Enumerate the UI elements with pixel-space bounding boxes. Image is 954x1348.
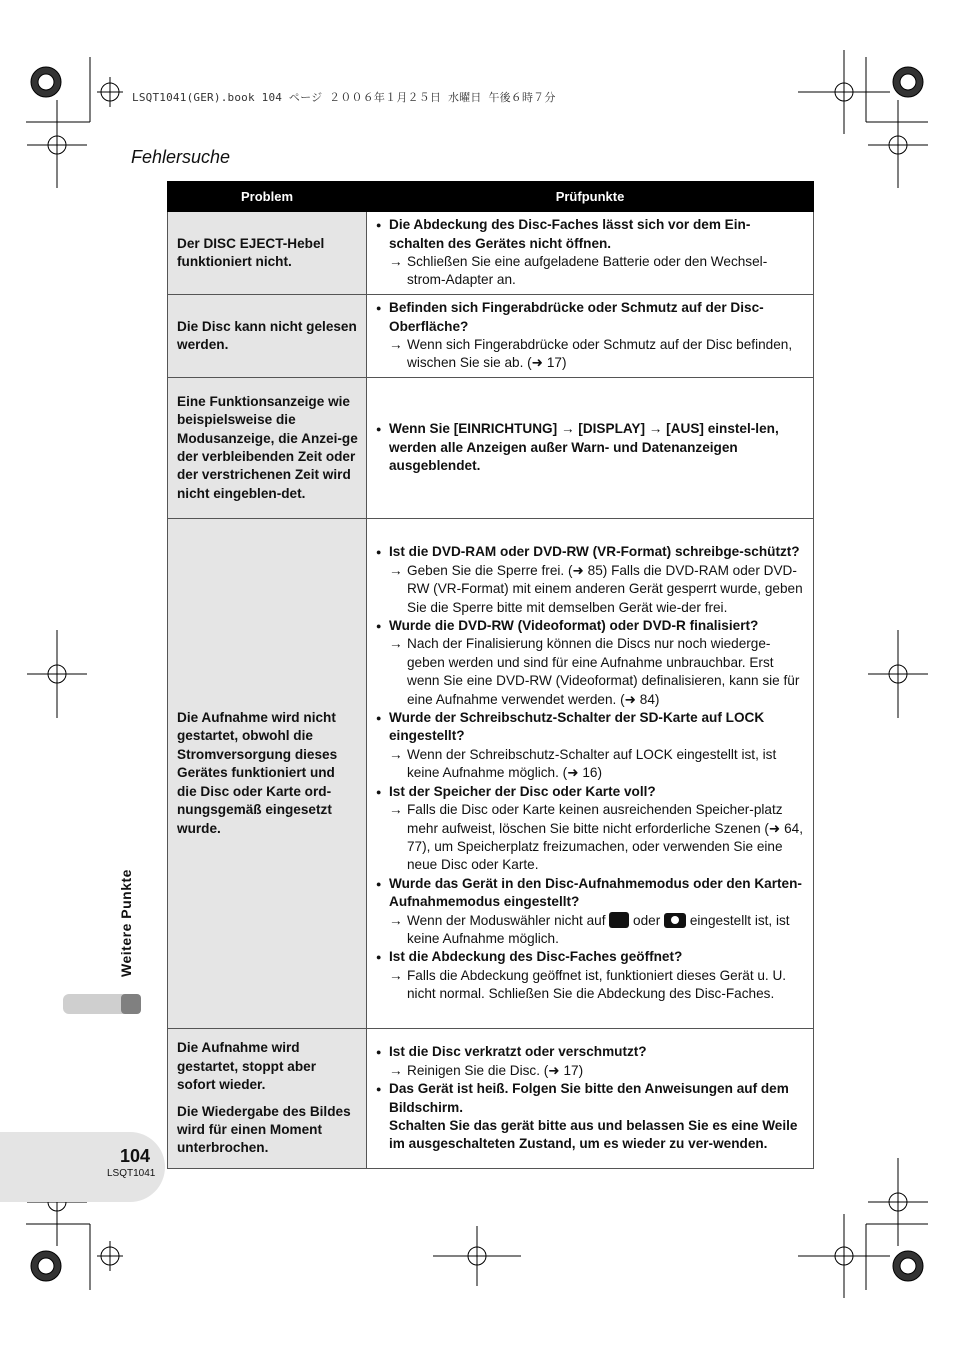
answer-text-post: eingestellt ist, ist keine Aufnahme möglich. xyxy=(407,912,790,946)
check-answer: → Nach der Finalisierung können die Discs nur noch wiederge-geben werden und sind für eine Aufnahme unbrauchbar. Erst wenn Sie eine DVD-RW (Videoformat) definalisieren, kann sie für eine Aufnahme verwendet werden. (➜ 84) xyxy=(376,635,805,709)
checks-cell xyxy=(367,295,814,378)
troubleshooting-table xyxy=(167,181,814,1169)
table-row xyxy=(168,1029,814,1169)
problem-text: Die Aufnahme wird gestartet, stoppt aber sofort wieder. xyxy=(177,1040,316,1093)
problem-text: Eine Funktionsanzeige wie beispielsweise die Modusanzeige, die Anzei-ge der verbleibenden Zeit oder der verstrichenen Zeit wird nicht eingeblen-det. xyxy=(177,393,358,501)
check-question: ● Wurde das Gerät in den Disc-Aufnahmemodus oder den Karten-Aufnahmemodus eingestellt? xyxy=(376,875,805,912)
table-row xyxy=(168,212,814,295)
answer-text-mid: oder xyxy=(633,912,661,928)
check-answer: → Schließen Sie eine aufgeladene Batterie oder den Wechsel-strom-Adapter an. xyxy=(376,253,805,290)
check-answer: → Reinigen Sie die Disc. (➜ 17) xyxy=(376,1062,805,1080)
checks-cell xyxy=(367,519,814,1029)
check-note: Schalten Sie das gerät bitte aus und belassen Sie es eine Weile im ausgeschalteten Zustand, um es wieder zu ver-wenden. xyxy=(389,1117,798,1152)
check-answer: → Geben Sie die Sperre frei. (➜ 85) Falls die DVD-RAM oder DVD-RW (VR-Format) mit einem anderen Gerät gesperrt wurde, geben Sie die Sperre bitte mit demselben Gerät wie-der frei. xyxy=(376,562,805,617)
problem-text: Die Aufnahme wird nicht gestartet, obwohl die Stromversorgung dieses Gerätes funktioniert und die Disc oder Karte ord-nungsgemäß eingesetzt wurde. xyxy=(177,710,338,836)
problem-cell xyxy=(168,1029,367,1169)
photo-camera-icon xyxy=(664,913,686,928)
check-question: ● Die Abdeckung des Disc-Faches lässt sich vor dem Ein-schalten des Gerätes nicht öffnen. xyxy=(376,216,805,253)
check-question: ● Ist die Abdeckung des Disc-Faches geöffnet? xyxy=(376,948,805,966)
column-header-problem: Problem xyxy=(168,182,367,212)
check-answer: → Wenn der Schreibschutz-Schalter auf LOCK eingestellt ist, ist keine Aufnahme möglich. (➜ 16) xyxy=(376,746,805,783)
page-number: 104 xyxy=(120,1146,151,1166)
check-question: ● Ist die Disc verkratzt oder verschmutzt? xyxy=(376,1043,805,1061)
file-header: LSQT1041(GER).book 104 ページ ２００６年１月２５日 水曜日 午後６時７分 xyxy=(132,91,556,104)
check-question: ● Wenn Sie [EINRICHTUNG] → [DISPLAY] → [AUS] einstel-len, werden alle Anzeigen außer Warn- und Datenanzeigen ausgeblendet. xyxy=(376,420,805,475)
document-code: LSQT1041 xyxy=(107,1168,156,1179)
problem-text: Die Wiedergabe des Bildes wird für einen Moment unterbrochen. xyxy=(177,1103,351,1156)
side-tab-marker xyxy=(121,994,141,1014)
problem-cell xyxy=(168,212,367,295)
table-row xyxy=(168,295,814,378)
video-camera-icon xyxy=(609,912,629,928)
checks-cell xyxy=(367,212,814,295)
check-question: ● Ist der Speicher der Disc oder Karte voll? xyxy=(376,783,805,801)
check-question: ● Befinden sich Fingerabdrücke oder Schmutz auf der Disc-Oberfläche? xyxy=(376,299,805,336)
problem-cell xyxy=(168,378,367,519)
check-answer: → Wenn sich Fingerabdrücke oder Schmutz auf der Disc befinden, wischen Sie sie ab. (➜ 17) xyxy=(376,336,805,373)
table-row xyxy=(168,519,814,1029)
section-title: Fehlersuche xyxy=(131,147,231,167)
check-answer xyxy=(376,912,805,949)
check-answer: → Falls die Abdeckung geöffnet ist, funktioniert dieses Gerät u. U. nicht normal. Schließen Sie die Abdeckung des Disc-Faches. xyxy=(376,967,805,1004)
answer-text-pre: Wenn der Moduswähler nicht auf xyxy=(407,912,606,928)
check-question: ● Das Gerät ist heiß. Folgen Sie bitte den Anweisungen auf dem Bildschirm. xyxy=(376,1080,805,1117)
checks-cell xyxy=(367,378,814,519)
problem-text: Die Disc kann nicht gelesen werden. xyxy=(177,318,357,352)
checks-cell xyxy=(367,1029,814,1169)
check-question: ● Wurde der Schreibschutz-Schalter der SD-Karte auf LOCK eingestellt? xyxy=(376,709,805,746)
problem-text: Der DISC EJECT-Hebel funktioniert nicht. xyxy=(177,235,325,269)
check-question: ● Wurde die DVD-RW (Videoformat) oder DVD-R finalisiert? xyxy=(376,617,805,635)
check-answer: → Falls die Disc oder Karte keinen ausreichenden Speicher-platz mehr aufweist, löschen Sie bitte nicht erforderliche Szenen (➜ 64, 77), um Speicherplatz freizumachen, oder verwenden Sie eine neue Disc oder Karte. xyxy=(376,801,805,875)
table-row xyxy=(168,378,814,519)
side-section-label: Weitere Punkte xyxy=(118,869,134,977)
check-question: ● Ist die DVD-RAM oder DVD-RW (VR-Format) schreibge-schützt? xyxy=(376,543,805,561)
column-header-checks: Prüfpunkte xyxy=(367,182,814,212)
problem-cell xyxy=(168,295,367,378)
problem-cell xyxy=(168,519,367,1029)
page-number-background xyxy=(0,1132,165,1202)
